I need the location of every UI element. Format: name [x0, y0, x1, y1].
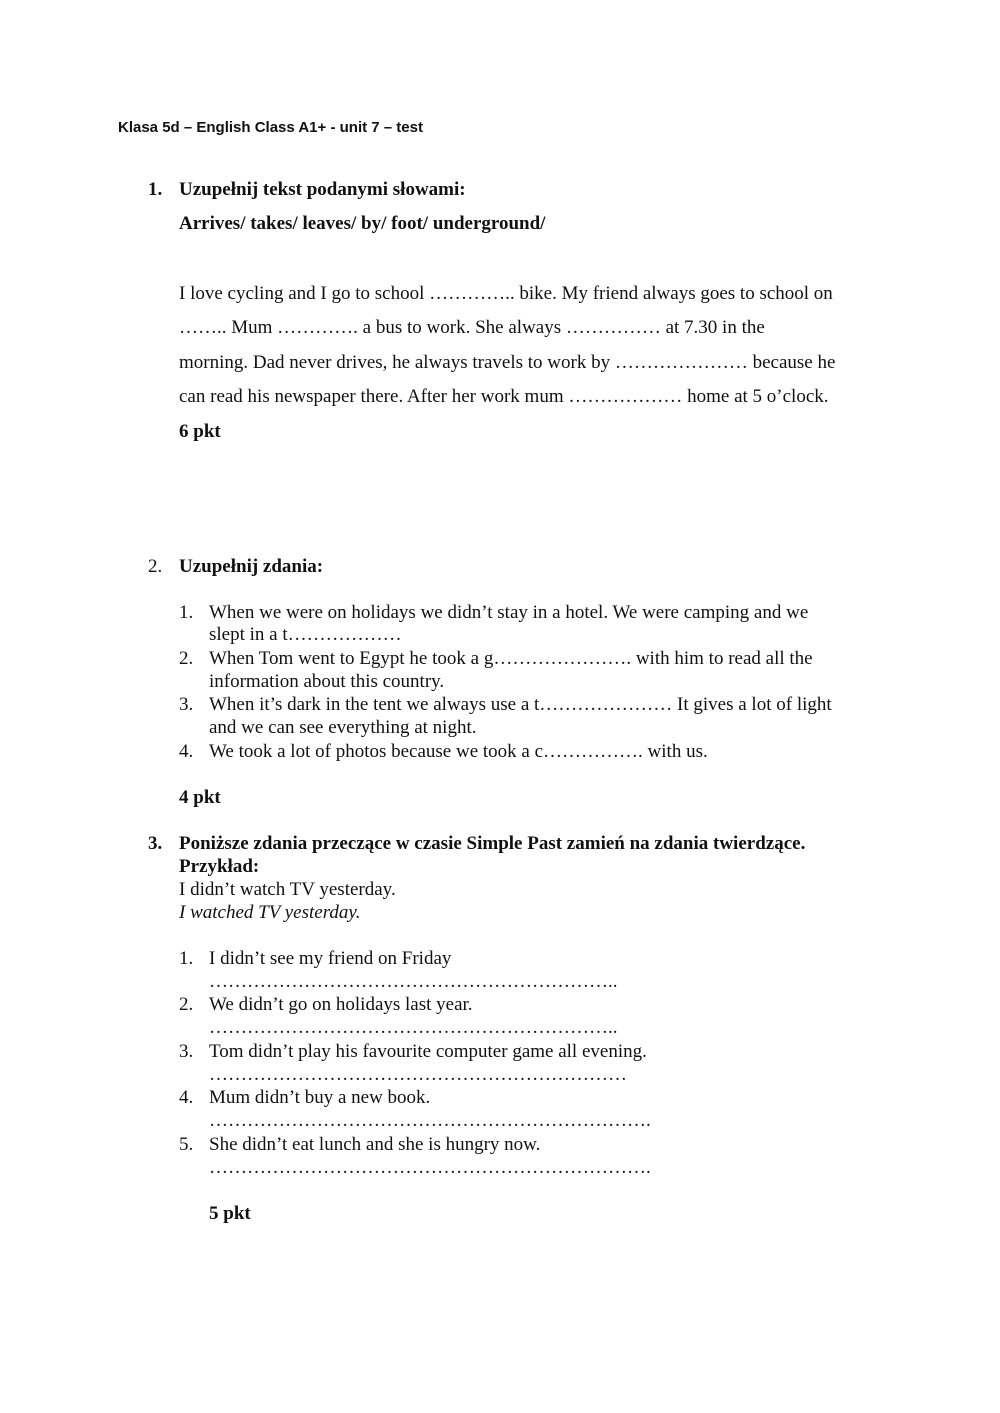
- task2-item-text: When it’s dark in the tent we always use a t………………… It gives a lot of light: [209, 694, 832, 715]
- task3-example-label: Przykład:: [179, 856, 260, 877]
- task3-item-number: 2.: [179, 994, 194, 1015]
- task2-points: 4 pkt: [179, 787, 221, 808]
- task2-item-text: slept in a t………………: [209, 624, 402, 645]
- task3-item-sentence: Mum didn’t buy a new book.: [209, 1087, 431, 1108]
- task3-item-sentence: She didn’t eat lunch and she is hungry now.: [209, 1134, 541, 1155]
- task3-item-sentence: We didn’t go on holidays last year.: [209, 994, 473, 1015]
- task3-item-number: 1.: [179, 948, 194, 969]
- task2-item-number: 1.: [179, 602, 194, 623]
- task2-item-text: and we can see everything at night.: [209, 717, 477, 738]
- task1-word-bank: Arrives/ takes/ leaves/ by/ foot/ underground/: [179, 213, 546, 234]
- task1-text-line: can read his newspaper there. After her work mum ……………… home at 5 o’clock.: [179, 386, 829, 407]
- task3-item-sentence: Tom didn’t play his favourite computer game all evening.: [209, 1041, 647, 1062]
- task2-item-number: 3.: [179, 694, 194, 715]
- task2-item-text: When Tom went to Egypt he took a g…………………. with him to read all the: [209, 648, 813, 669]
- task3-item-sentence: I didn’t see my friend on Friday: [209, 948, 452, 969]
- task3-item-number: 5.: [179, 1134, 194, 1155]
- task3-answer-line[interactable]: …………………………………………………………….: [209, 1157, 651, 1178]
- task3-answer-line[interactable]: …………………………………………………………….: [209, 1110, 651, 1131]
- task2-item-text: information about this country.: [209, 671, 445, 692]
- page-title: Klasa 5d – English Class A1+ - unit 7 – test: [118, 119, 423, 136]
- task1-text-line: I love cycling and I go to school ………….. bike. My friend always goes to school on: [179, 283, 833, 304]
- task1-number: 1.: [148, 179, 163, 200]
- task3-answer-line[interactable]: ………………………………………………………..: [209, 1017, 618, 1038]
- task1-text-line: morning. Dad never drives, he always travels to work by ………………… because he: [179, 352, 836, 373]
- task3-item-number: 3.: [179, 1041, 194, 1062]
- task3-answer-line[interactable]: ………………………………………………………..: [209, 971, 618, 992]
- task3-points: 5 pkt: [209, 1203, 251, 1224]
- task3-example-answer: I watched TV yesterday.: [179, 902, 361, 923]
- task2-instruction: Uzupełnij zdania:: [179, 556, 324, 577]
- task3-example-sentence: I didn’t watch TV yesterday.: [179, 879, 396, 900]
- task1-text-line: …….. Mum …………. a bus to work. She always …………… at 7.30 in the: [179, 317, 765, 338]
- task3-answer-line[interactable]: …………………………………………………………: [209, 1064, 627, 1085]
- task3-item-number: 4.: [179, 1087, 194, 1108]
- task1-instruction: Uzupełnij tekst podanymi słowami:: [179, 179, 466, 200]
- task2-item-text: We took a lot of photos because we took a c……………. with us.: [209, 741, 708, 762]
- task2-item-number: 2.: [179, 648, 194, 669]
- task3-number: 3.: [148, 833, 163, 854]
- task2-item-number: 4.: [179, 741, 194, 762]
- task2-number: 2.: [148, 556, 163, 577]
- task3-instruction: Poniższe zdania przeczące w czasie Simple Past zamień na zdania twierdzące.: [179, 833, 806, 854]
- task2-item-text: When we were on holidays we didn’t stay in a hotel. We were camping and we: [209, 602, 809, 623]
- task1-points: 6 pkt: [179, 421, 221, 442]
